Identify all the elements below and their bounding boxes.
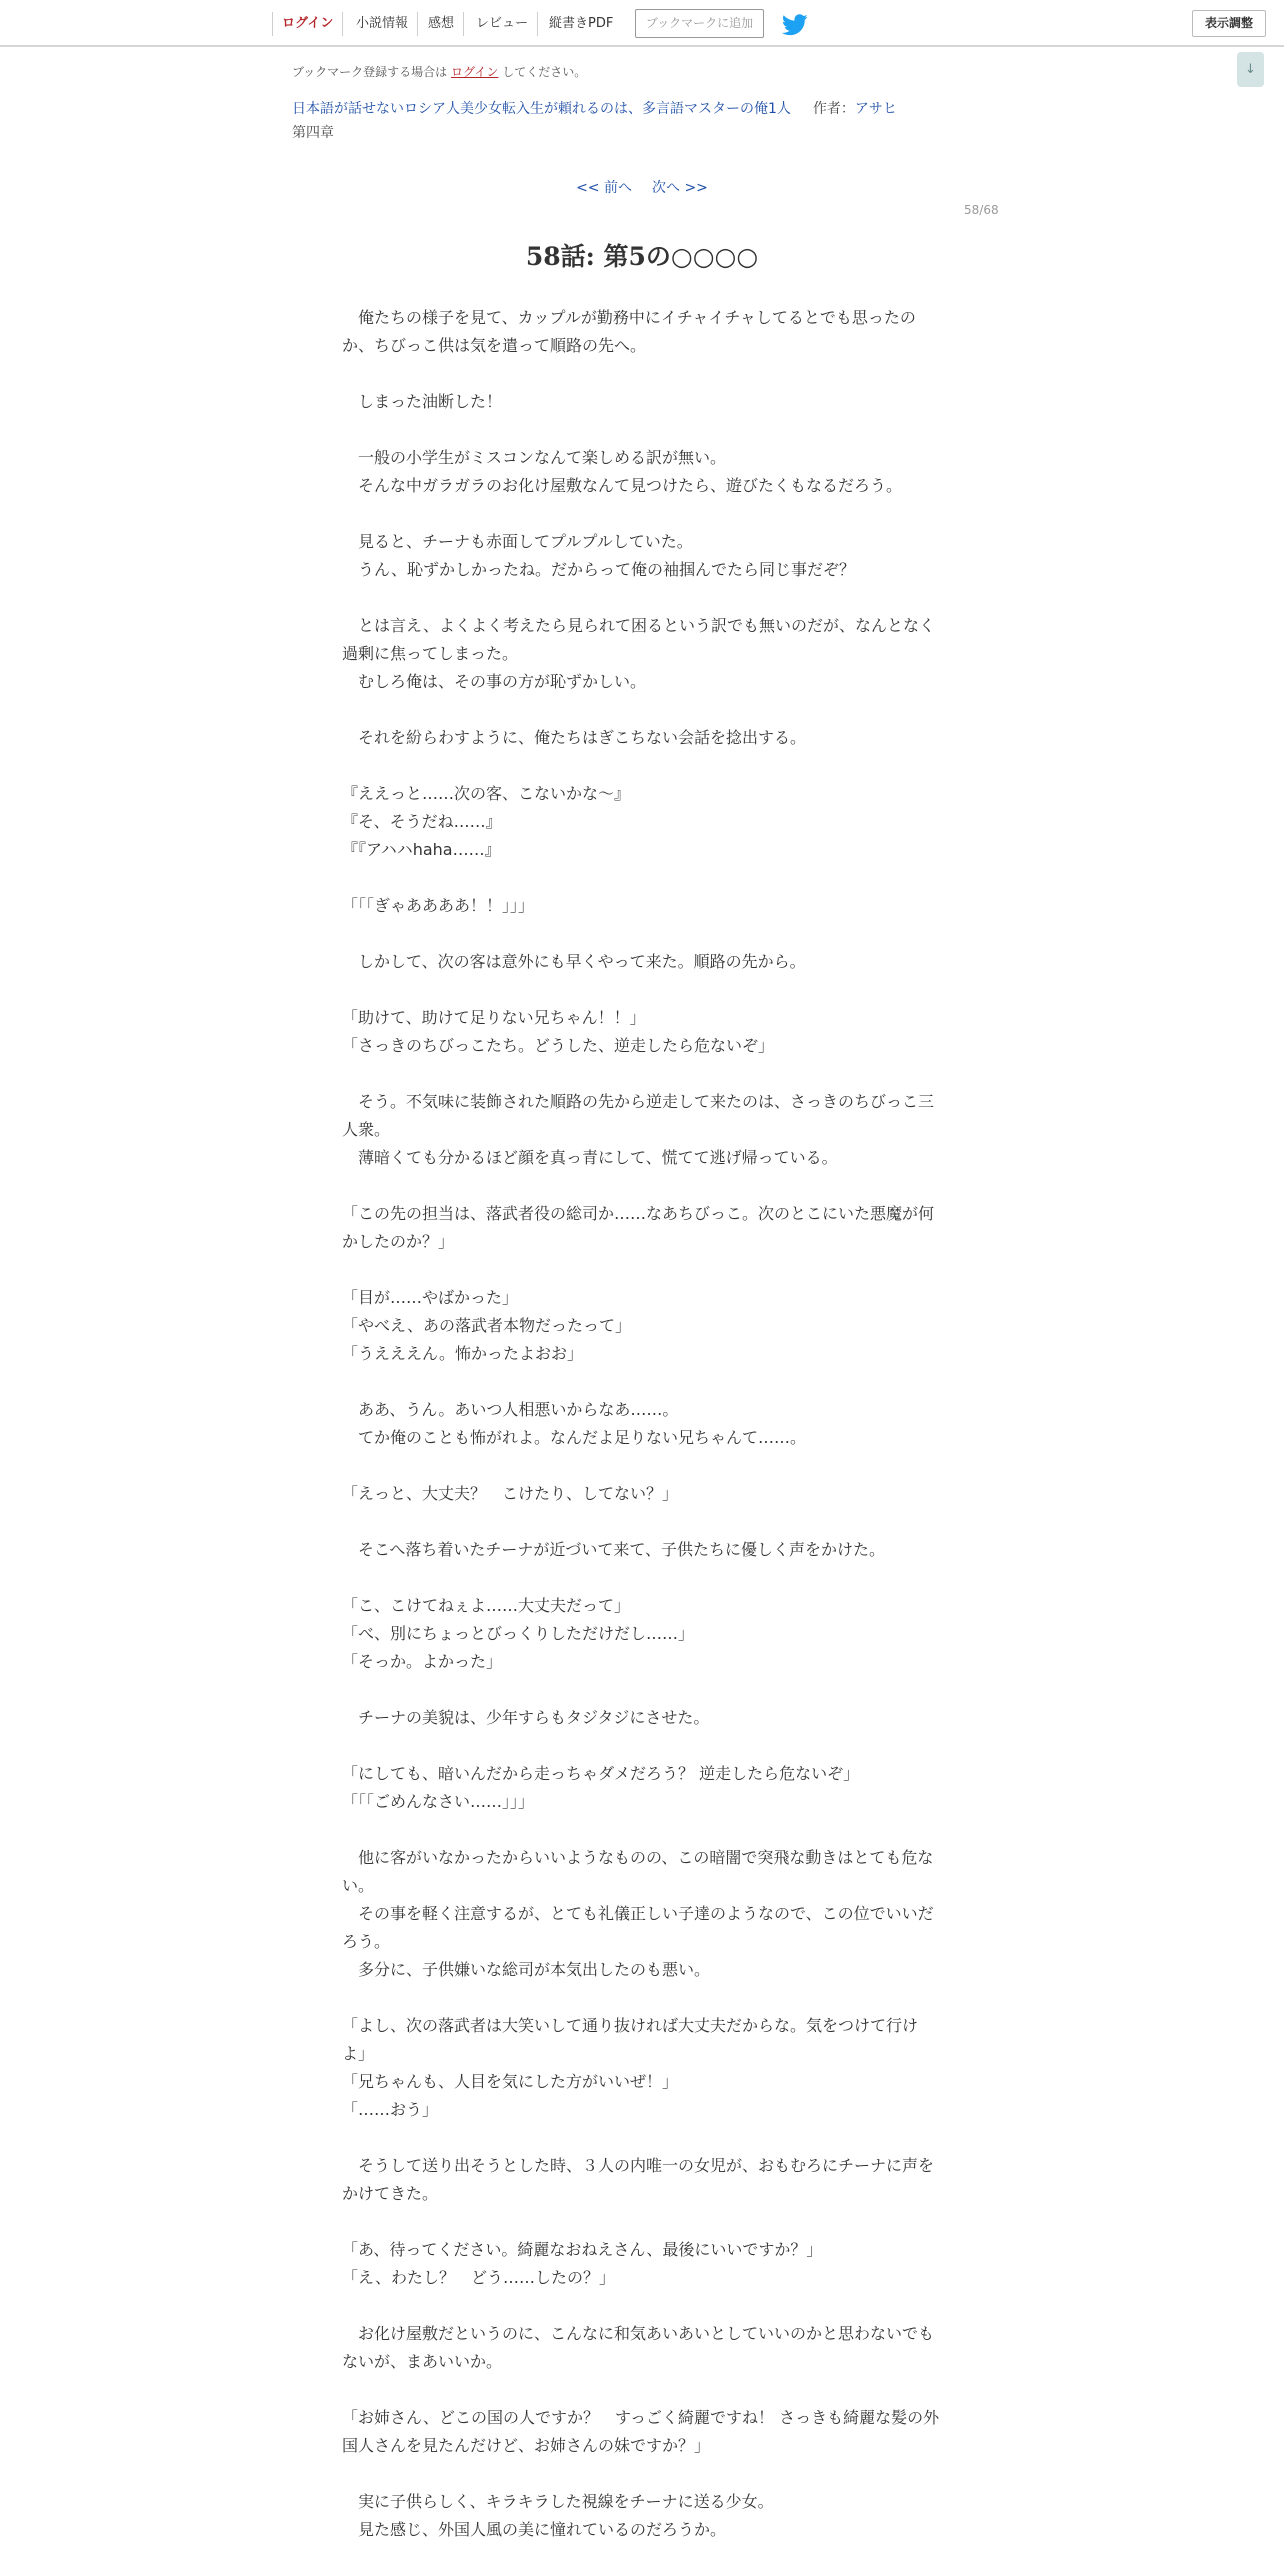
add-bookmark-button[interactable]: ブックマークに追加 bbox=[635, 9, 764, 38]
body-line bbox=[342, 696, 942, 724]
scroll-down-button[interactable]: ↓ bbox=[1237, 52, 1264, 87]
login-note-suffix: してください。 bbox=[502, 65, 587, 79]
body-line: そんな中ガラガラのお化け屋敷なんて見つけたら、遊びたくもなるだろう。 bbox=[342, 476, 903, 495]
body-line: そうして送り出そうとした時、３人の内唯一の女児が、おもむろにチーナに声を bbox=[342, 2156, 935, 2175]
chapter-title: 第四章 bbox=[292, 125, 334, 141]
body-line: 「この先の担当は、落武者役の総司か……なあちびっこ。次のとこにいた悪魔が何 bbox=[342, 1204, 935, 1223]
body-line bbox=[342, 1564, 942, 1592]
body-line: ないが、まあいいか。 bbox=[342, 2352, 503, 2371]
body-line bbox=[342, 1256, 942, 1284]
body-line: 「うえええん。怖かったよおお」 bbox=[342, 1344, 583, 1363]
login-note-link[interactable]: ログイン bbox=[451, 65, 499, 79]
novel-title-line bbox=[292, 98, 897, 118]
body-line: 『ええっと……次の客、こないかな〜』 bbox=[342, 784, 631, 803]
pager bbox=[0, 177, 1284, 197]
body-line: 他に客がいなかったからいいようなものの、この暗闇で突飛な動きはとても危な bbox=[342, 1848, 934, 1867]
body-line: 実に子供らしく、キラキラした視線をチーナに送る少女。 bbox=[342, 2492, 774, 2511]
body-line: むしろ俺は、その事の方が恥ずかしい。 bbox=[342, 672, 647, 691]
body-line bbox=[342, 1060, 942, 1088]
body-line: とは言え、よくよく考えたら見られて困るという訳でも無いのだが、なんとなく bbox=[342, 616, 935, 635]
body-line: 「……おう」 bbox=[342, 2100, 439, 2119]
nav-impressions-link[interactable]: 感想 bbox=[419, 12, 464, 36]
next-page-link[interactable]: 次へ >> bbox=[652, 180, 708, 196]
body-line: 「べ、別にちょっとびっくりしただけだし……」 bbox=[342, 1624, 695, 1643]
body-line bbox=[342, 864, 942, 892]
body-line: 「よし、次の落武者は大笑いして通り抜ければ大丈夫だからな。気をつけて行け bbox=[342, 2016, 919, 2035]
login-note bbox=[292, 63, 586, 80]
body-line bbox=[342, 416, 942, 444]
body-line: 「そっか。よかった」 bbox=[342, 1652, 503, 1671]
body-line: 「さっきのちびっこたち。どうした、逆走したら危ないぞ」 bbox=[342, 1036, 775, 1055]
twitter-icon[interactable] bbox=[782, 14, 808, 36]
body-line bbox=[342, 1172, 942, 1200]
body-line: 「兄ちゃんも、人目を気にした方がいいぜ！」 bbox=[342, 2072, 679, 2091]
body-line: 見た感じ、外国人風の美に憧れているのだろうか。 bbox=[342, 2520, 727, 2539]
body-line: 俺たちの様子を見て、カップルが勤務中にイチャイチャしてるとでも思ったの bbox=[342, 308, 916, 327]
body-line: 「こ、こけてねぇよ……大丈夫だって」 bbox=[342, 1596, 631, 1615]
body-line: 「「「ぎゃああああ！！」」」 bbox=[342, 896, 535, 915]
body-line: 「あ、待ってください。綺麗なおねえさん、最後にいいですか？」 bbox=[342, 2240, 823, 2259]
body-line: 人衆。 bbox=[342, 1120, 391, 1139]
body-line: 一般の小学生がミスコンなんて楽しめる訳が無い。 bbox=[342, 448, 727, 467]
body-line: 『そ、そうだね……』 bbox=[342, 812, 502, 831]
body-line: 「え、わたし？ どう……したの？」 bbox=[342, 2268, 615, 2287]
body-line bbox=[342, 752, 942, 780]
body-line bbox=[342, 1816, 942, 1844]
body-line bbox=[342, 1732, 942, 1760]
login-note-prefix: ブックマーク登録する場合は bbox=[292, 65, 448, 79]
body-line bbox=[342, 1676, 942, 1704]
novel-body bbox=[342, 304, 942, 2544]
top-navigation bbox=[0, 0, 1284, 47]
nav-novel-info-link[interactable]: 小説情報 bbox=[347, 12, 418, 36]
nav-review-link[interactable]: レビュー bbox=[467, 12, 538, 36]
body-line: 『『アハハhaha……』 bbox=[342, 840, 501, 859]
body-line: てか俺のことも怖がれよ。なんだよ足りない兄ちゃんて……。 bbox=[342, 1428, 807, 1447]
body-line: 多分に、子供嫌いな総司が本気出したのも悪い。 bbox=[342, 1960, 711, 1979]
body-line: 「「「ごめんなさい……」」」 bbox=[342, 1792, 535, 1811]
body-line bbox=[342, 920, 942, 948]
body-line bbox=[342, 2124, 942, 2152]
body-line: 薄暗くても分かるほど顔を真っ青にして、慌てて逃げ帰っている。 bbox=[342, 1148, 838, 1167]
body-line bbox=[342, 2460, 942, 2488]
body-line bbox=[342, 584, 942, 612]
body-line bbox=[342, 2376, 942, 2404]
body-line: かけてきた。 bbox=[342, 2184, 439, 2203]
body-line: しまった油断した！ bbox=[342, 392, 503, 411]
body-line: か、ちびっこ供は気を遣って順路の先へ。 bbox=[342, 336, 647, 355]
novel-title-link[interactable]: 日本語が話せないロシア人美少女転入生が頼れるのは、多言語マスターの俺1人 bbox=[292, 101, 791, 117]
author-name-link[interactable]: アサヒ bbox=[854, 101, 897, 117]
body-line: かしたのか？」 bbox=[342, 1232, 455, 1251]
body-line: い。 bbox=[342, 1876, 375, 1895]
display-settings-button[interactable]: 表示調整 bbox=[1192, 10, 1266, 37]
body-line bbox=[342, 976, 942, 1004]
prev-page-link[interactable]: << 前へ bbox=[576, 180, 632, 196]
body-line bbox=[342, 500, 942, 528]
body-line: 国人さんを見たんだけど、お姉さんの妹ですか？」 bbox=[342, 2436, 711, 2455]
nav-login-link[interactable]: ログイン bbox=[272, 12, 343, 36]
body-line: 過剰に焦ってしまった。 bbox=[342, 644, 519, 663]
author-label: 作者： bbox=[812, 101, 855, 117]
body-line: ああ、うん。あいつ人相悪いからなあ……。 bbox=[342, 1400, 679, 1419]
body-line: チーナの美貌は、少年すらもタジタジにさせた。 bbox=[342, 1708, 710, 1727]
body-line: うん、恥ずかしかったね。だからって俺の袖掴んでたら同じ事だぞ？ bbox=[342, 560, 855, 579]
body-line: 「にしても、暗いんだから走っちゃダメだろう？ 逆走したら危ないぞ」 bbox=[342, 1764, 860, 1783]
body-line: 見ると、チーナも赤面してプルプルしていた。 bbox=[342, 532, 693, 551]
body-line: それを紛らわすように、俺たちはぎこちない会話を捻出する。 bbox=[342, 728, 807, 747]
body-line: 「えっと、大丈夫？ こけたり、してない？」 bbox=[342, 1484, 679, 1503]
body-line bbox=[342, 2292, 942, 2320]
body-line: そう。不気味に装飾された順路の先から逆走して来たのは、さっきのちびっこ三 bbox=[342, 1092, 935, 1111]
body-line bbox=[342, 1984, 942, 2012]
body-line: お化け屋敷だというのに、こんなに和気あいあいとしていいのかと思わないでも bbox=[342, 2324, 935, 2343]
body-line: そこへ落ち着いたチーナが近づいて来て、子供たちに優しく声をかけた。 bbox=[342, 1540, 886, 1559]
body-line bbox=[342, 2208, 942, 2236]
body-line: 「目が……やばかった」 bbox=[342, 1288, 519, 1307]
body-line bbox=[342, 1508, 942, 1536]
body-line: 「お姉さん、どこの国の人ですか？ すっごく綺麗ですね！ さっきも綺麗な髪の外 bbox=[342, 2408, 940, 2427]
body-line: 「やべえ、あの落武者本物だったって」 bbox=[342, 1316, 631, 1335]
body-line bbox=[342, 360, 942, 388]
body-line bbox=[342, 1368, 942, 1396]
body-line: 「助けて、助けて足りない兄ちゃん！！」 bbox=[342, 1008, 646, 1027]
body-line: ろう。 bbox=[342, 1932, 391, 1951]
body-line: しかして、次の客は意外にも早くやって来た。順路の先から。 bbox=[342, 952, 806, 971]
page-count: 58/68 bbox=[964, 203, 999, 217]
episode-title: 58話: 第5の○○○○ bbox=[525, 242, 759, 271]
body-line: その事を軽く注意するが、とても礼儀正しい子達のようなので、この位でいいだ bbox=[342, 1904, 934, 1923]
body-line bbox=[342, 1452, 942, 1480]
nav-vertical-pdf-link[interactable]: 縦書きPDF bbox=[549, 16, 614, 31]
body-line: よ」 bbox=[342, 2044, 375, 2063]
